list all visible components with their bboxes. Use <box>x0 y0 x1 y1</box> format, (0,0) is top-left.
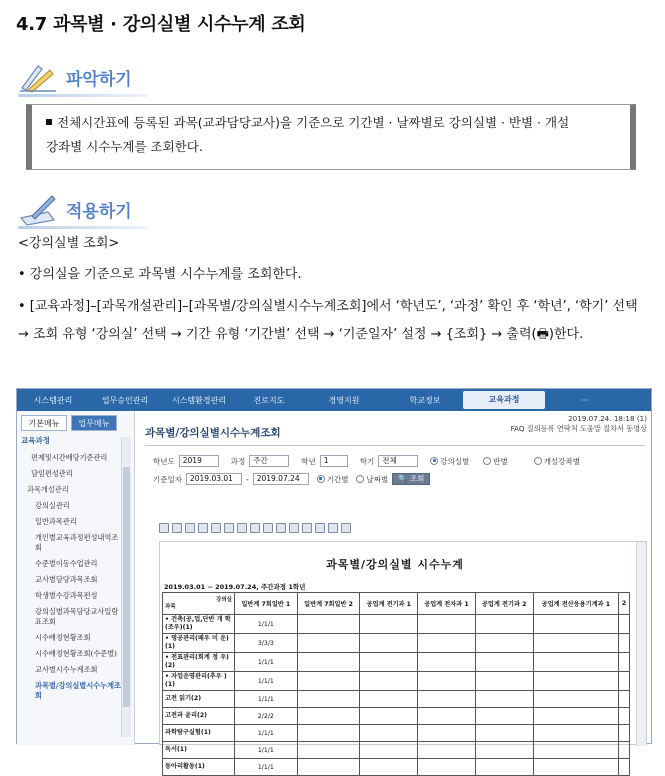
top-nav <box>17 389 651 411</box>
table-row: 동아리활동(1) 1/1/1 <box>163 759 630 776</box>
side-tab[interactable]: 기본메뉴 <box>21 415 67 431</box>
course-label: 과정 <box>230 456 246 466</box>
grade-select[interactable]: 1 <box>320 455 348 467</box>
side-item-group[interactable]: 과목개설관리 <box>27 485 69 494</box>
timestamp: 2019.07.24. 18:18 (1) <box>568 414 647 423</box>
pencil-ruler-icon <box>18 60 58 94</box>
prev-page-icon[interactable] <box>250 523 260 533</box>
side-item[interactable]: 담임편성관리 <box>31 469 73 478</box>
text-icon[interactable] <box>198 523 208 533</box>
table-row: • 전표관리(회계 정 우)(2) 1/1/1 <box>163 653 630 672</box>
grasp-text-2: 강좌별 시수누계를 조회한다. <box>46 139 203 154</box>
table-row: • 영공관리(패우 미 운)(1) 3/3/3 <box>163 634 630 653</box>
table-row: • 자업운영관리(추우 )(1) 1/1/1 <box>163 672 630 691</box>
main-panel: 2019.07.24. 18:18 (1) FAQ 질의등록 연락처 도움말 절차서 동영상 과목별/강의실별시수누계조회 학년도 2019 과정 주간 학년 1 학기 전체 강의실별 반별 개설강좌별 기준일자 2019.03.01 - 2019.07.24 기간별 날짜별 🔍 조회 과목별/강의실별 시수누계 2019.03.01 ~ 2019.07.24, 주간과정 1학년 강의실 과목 일반계 7회일반 1 일반계 7회일반 2 공업계 전기과 1 공업계 전자과 1 공업계 전기과 2 공업계 전산응용기계과 1 2 • 건축(공,업,단반 개 학(조우)(1) 1/1/1 • 영공관리(패우 미 운)(1) 3/3/3 • 전표관리(회계 정 우)(2) 1/1/1 • 자업운영관리(추우 )(1) 1/1/1 고전 읽기(2) 1/1/1 고전과 윤리(2) 2/2/2 과학탐구실험(1) 1/1/1 독서(1) 1/1/1 동아리활동(1) 1/1/1 <box>137 411 653 745</box>
side-item[interactable]: 일반과목관리 <box>35 517 77 526</box>
apply-title: <강의실별 조회> <box>18 236 120 251</box>
date-to-input[interactable]: 2019.07.24 <box>253 473 309 485</box>
nav-item[interactable]: 경영지원 <box>328 395 360 405</box>
sidebar-scrollbar[interactable] <box>121 437 131 737</box>
column-header: 공업계 전산응용기계과 1 <box>533 593 619 615</box>
date-label: 기준일자 <box>153 474 182 484</box>
side-item[interactable]: 강의실관리 <box>35 501 70 510</box>
app-screenshot <box>16 388 652 771</box>
term-label: 학기 <box>359 456 375 466</box>
next-page-icon[interactable] <box>263 523 273 533</box>
course-select[interactable]: 주간 <box>249 455 289 467</box>
heading-apply-label: 적용하기 <box>66 202 132 222</box>
report-title: 과목별/강의실별 시수누계 <box>326 558 464 571</box>
sidebar <box>17 411 135 745</box>
period-radio-range[interactable]: 기간별 <box>317 474 349 485</box>
nav-item[interactable]: 업무승인관리 <box>101 395 149 405</box>
zoom-out-icon[interactable] <box>224 523 234 533</box>
search-icon[interactable] <box>185 523 195 533</box>
side-item[interactable]: 학생별수강과목편성 <box>35 591 98 600</box>
heading-grasp <box>18 54 158 94</box>
nav-item-active[interactable]: 교육과정 <box>463 391 545 409</box>
report-scrollbar[interactable] <box>636 542 646 746</box>
pdf-icon[interactable] <box>341 523 351 533</box>
print-icon[interactable] <box>172 523 182 533</box>
nav-item[interactable]: 시스템관리 <box>33 395 73 405</box>
year-label: 학년도 <box>153 456 175 466</box>
nav-item[interactable]: 시스템환경관리 <box>171 395 227 405</box>
pen-paper-icon <box>18 192 58 226</box>
report-toolbar <box>159 523 351 537</box>
zoom-in-icon[interactable] <box>211 523 221 533</box>
table-row: 독서(1) 1/1/1 <box>163 742 630 759</box>
side-item[interactable]: 시수배정현황조회(수준별) <box>35 649 117 658</box>
type-radio-class[interactable]: 반별 <box>483 456 508 467</box>
table-row: 과학탐구실험(1) 1/1/1 <box>163 725 630 742</box>
type-radio-course[interactable]: 개설강좌별 <box>534 456 580 467</box>
report-subtitle: 2019.03.01 ~ 2019.07.24, 주간과정 1학년 <box>164 583 306 591</box>
side-item[interactable]: 시수배정현황조회 <box>35 633 91 642</box>
side-item[interactable]: 수준별이동수업관리 <box>35 559 98 568</box>
report-table <box>162 592 630 776</box>
heading-apply <box>18 186 158 226</box>
export-icon[interactable] <box>302 523 312 533</box>
side-item[interactable]: 편제및시간배당기준관리 <box>31 453 108 462</box>
hwp-icon[interactable] <box>328 523 338 533</box>
term-select[interactable]: 전체 <box>378 455 418 467</box>
year-select[interactable]: 2019 <box>179 455 219 467</box>
search-button[interactable]: 🔍 조회 <box>392 473 430 485</box>
side-item[interactable]: 교사별담당과목조회 <box>35 575 98 584</box>
column-header: 일반계 7회일반 2 <box>297 593 360 615</box>
column-header: 공업계 전기과 1 <box>360 593 418 615</box>
side-item[interactable]: 교사별시수누계조회 <box>35 665 98 674</box>
grasp-text-1: 전체시간표에 등록된 과목(교과담당교사)을 기준으로 기간별 · 날짜별로 강의실별 · 반별 · 개설 <box>57 115 570 130</box>
apply-line-1: • 강의실을 기준으로 과목별 시수누계를 조회한다. <box>18 267 302 282</box>
nav-more[interactable]: ··· <box>581 395 589 405</box>
column-header: 공업계 전자과 1 <box>418 593 476 615</box>
layout-icon[interactable] <box>289 523 299 533</box>
column-header: 공업계 전기과 2 <box>475 593 533 615</box>
side-item-current[interactable]: 과목별/강의실별시수누계조회 <box>35 681 121 700</box>
first-page-icon[interactable] <box>237 523 247 533</box>
corner-header: 강의실 과목 <box>163 593 235 615</box>
excel-icon[interactable] <box>315 523 325 533</box>
column-header: 2 <box>619 593 630 615</box>
grasp-box <box>26 104 636 170</box>
side-category: 교육과정 <box>21 436 50 445</box>
heading-grasp-label: 파악하기 <box>66 70 132 90</box>
nav-item[interactable]: 진로지도 <box>253 395 285 405</box>
page-title: 과목별/강의실별시수누계조회 <box>145 427 281 439</box>
apply-line-2: • [교육과정]–[과목개설관리]–[과목별/강의실별시수누계조회]에서 ‘학년도’, ‘과정’ 확인 후 ‘학년’, ‘학기’ 선택 → 조회 유형 ‘강의실’ 선택 → 기간 유형 ‘기간별’ 선택 → ‘기준일자’ 설정 → {조회} → 출력(🖶)한다. <box>18 299 638 342</box>
side-item[interactable]: 개인별교육과정편성내역조회 <box>35 533 119 552</box>
report-viewer <box>159 541 647 771</box>
grade-label: 학년 <box>301 456 316 466</box>
save-icon[interactable] <box>159 523 169 533</box>
last-page-icon[interactable] <box>276 523 286 533</box>
table-row: 고전과 윤리(2) 2/2/2 <box>163 708 630 725</box>
nav-item[interactable]: 학교정보 <box>409 395 441 405</box>
table-row: 고전 읽기(2) 1/1/1 <box>163 691 630 708</box>
help-links[interactable]: FAQ 질의등록 연락처 도움말 절차서 동영상 <box>510 424 647 433</box>
section-title: 4.7 과목별 · 강의실별 시수누계 조회 <box>16 14 306 35</box>
table-row: • 건축(공,업,단반 개 학(조우)(1) 1/1/1 <box>163 615 630 634</box>
column-header: 일반계 7회일반 1 <box>235 593 298 615</box>
date-from-input[interactable]: 2019.03.01 <box>186 473 242 485</box>
type-radio-classroom[interactable]: 강의실별 <box>430 456 469 467</box>
side-tab-active[interactable]: 업무메뉴 <box>71 415 117 431</box>
side-item[interactable]: 강의실별과목담당교사일람표조회 <box>35 607 119 626</box>
period-radio-date[interactable]: 날짜별 <box>356 474 388 485</box>
